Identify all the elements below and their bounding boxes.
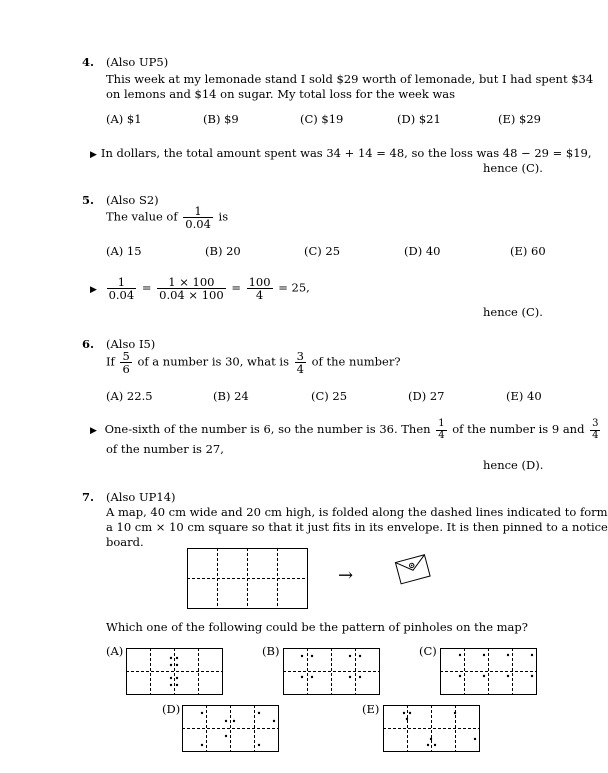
q4-choice-d[interactable]: (D) $21 [397,112,441,126]
q5-number: 5. [82,193,95,207]
q7-option-c-grid[interactable] [440,648,538,696]
q6-number: 6. [82,337,95,351]
q4-choice-a[interactable]: (A) $1 [106,112,142,126]
q4-solution-line1: ▶ In dollars, the total amount spent was 34 + 14 = 48, so the loss was 48 − 29 = $19, [90,146,592,160]
q7-option-d-label[interactable]: (D) [162,702,181,716]
q5-tag: (Also S2) [106,193,159,207]
q6-solution-line1: ▶ One-sixth of the number is 6, so the number is 36. Then $\frac{1}{4}$ of the number is 9 and $\frac{3}{4}$ [90,418,599,441]
q5-choice-e[interactable]: (E) 60 [510,244,546,258]
q7-option-a-grid[interactable] [126,648,224,696]
solution-marker-icon: ▶ [90,426,97,436]
q7-option-d-grid[interactable] [182,705,280,753]
q4-stem-line2: on lemons and $14 on sugar. My total loss for the week was [106,87,456,101]
q7-option-b-label[interactable]: (B) [262,644,280,658]
map-diagram [187,548,309,610]
q5-solution-answer: hence (C). [483,305,543,319]
q4-tag: (Also UP5) [106,55,169,69]
q6-solution-line2: of the number is 27, [106,442,224,456]
q7-option-a-label[interactable]: (A) [106,644,124,658]
q4-number: 4. [82,55,95,69]
q7-option-b-grid[interactable] [283,648,381,696]
q7-option-c-label[interactable]: (C) [419,644,437,658]
q6-choice-b[interactable]: (B) 24 [213,389,249,403]
q5-choice-d[interactable]: (D) 40 [404,244,441,258]
q4-choice-b[interactable]: (B) $9 [203,112,239,126]
q7-option-e-grid[interactable] [383,705,481,753]
q6-stem: If $\frac{5}{6}$ of a number is 30, what is $\frac{3}{4}$ of the number? [106,349,401,377]
solution-marker-icon: ▶ [90,284,97,295]
solution-marker-icon: ▶ [90,150,97,160]
q4-choice-e[interactable]: (E) $29 [498,112,541,126]
q6-solution-answer: hence (D). [483,458,544,472]
q6-choice-a[interactable]: (A) 22.5 [106,389,153,403]
q5-solution: ▶ $\frac{1}{0.04}$ = $\frac{1 \times 100}{0.04 \times 100}$ = $\frac{100}{4}$ = 25, [90,275,310,303]
q4-solution-answer: hence (C). [483,161,543,175]
q4-choice-c[interactable]: (C) $19 [300,112,344,126]
q4-stem-line1: This week at my lemonade stand I sold $29 worth of lemonade, but I had spent $34 [106,72,594,86]
q5-fraction: $\frac{1}{0.04}$ [185,204,211,232]
q6-choice-c[interactable]: (C) 25 [311,389,348,403]
q7-option-e-label[interactable]: (E) [362,702,380,716]
q6-choice-e[interactable]: (E) 40 [506,389,542,403]
q7-tag: (Also UP14) [106,490,176,504]
q7-stem-line3: board. [106,535,144,549]
q7-number: 7. [82,490,95,504]
q6-choice-d[interactable]: (D) 27 [408,389,445,403]
arrow-icon: → [338,565,354,586]
q5-choice-a[interactable]: (A) 15 [106,244,142,258]
q6-tag: (Also I5) [106,337,156,351]
q7-stem-line1: A map, 40 cm wide and 20 cm high, is folded along the dashed lines indicated to form [106,505,608,519]
q7-question: Which one of the following could be the pattern of pinholes on the map? [106,620,528,634]
q5-choice-b[interactable]: (B) 20 [205,244,241,258]
q5-choice-c[interactable]: (C) 25 [304,244,341,258]
envelope-icon [393,552,435,588]
q5-stem: The value of $\frac{1}{0.04}$ is [106,204,229,232]
q7-stem-line2: a 10 cm × 10 cm square so that it just fits in its envelope. It is then pinned to a notice [106,520,608,534]
